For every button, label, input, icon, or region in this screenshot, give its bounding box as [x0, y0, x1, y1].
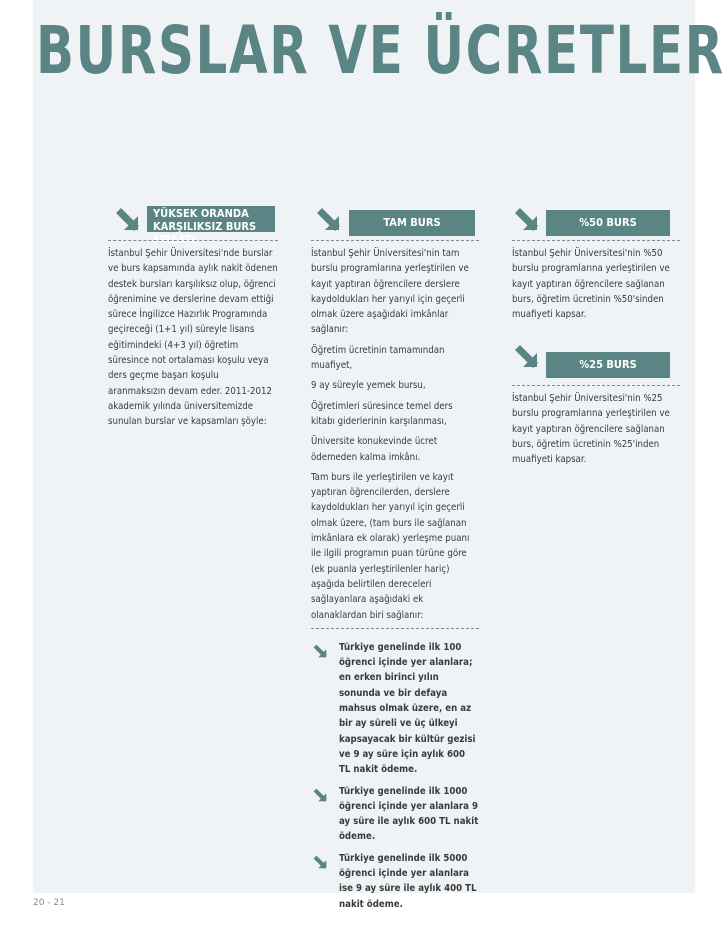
col1-header-line2: KARŞILIKSIZ BURS FIRSATI	[153, 220, 257, 246]
col2-p4: Öğretimleri süresince temel ders kitabı giderlerinin karşılanması,	[311, 400, 453, 427]
col2-text	[311, 240, 479, 912]
col1-body: İstanbul Şehir Üniversitesi'nde burslar ve burs kapsamında aylık nakit ödenen destek bursları karşılıksız olup, öğrenci öğrenimine ve derslerine devam ettiği sürece İngilizce Hazırlık Programında geçireceği (1+1 yıl) süreyle lisans eğitimindeki (4+3 yıl) öğretim süresince not ortalaması koşulu veya ders geçme başarı koşulu aranmaksızın devam eder. 2011-2012 akademik yılında üniversitemizde sunulan burslar ve kapsamları şöyle:	[108, 248, 278, 428]
arrow-down-right-icon	[313, 644, 328, 659]
page-number: 20 - 21	[33, 898, 65, 908]
col3-body-25: İstanbul Şehir Üniversitesi'nin %25 burslu programlarına yerleştirilen ve kayıt yaptıran öğrencilere sağlanan burs, öğretim ücretinin %25'inden muafiyeti kapsar.	[512, 393, 670, 466]
col1-text	[108, 240, 278, 435]
page-title: BURSLAR VE ÜCRETLER	[36, 12, 725, 89]
col2-items	[311, 628, 479, 912]
arrow-down-right-icon	[514, 344, 540, 370]
col2-p3: 9 ay süreyle yemek bursu,	[311, 380, 426, 392]
col3-body-50: İstanbul Şehir Üniversitesi'nin %50 burslu programlarına yerleştirilen ve kayıt yaptıran öğrencilere sağlanan burs, öğretim ücretinin %50'sinden muafiyeti kapsar.	[512, 248, 670, 321]
arrow-down-right-icon	[115, 207, 141, 233]
col3-header-25: %25 BURS	[546, 352, 670, 378]
col2-header: TAM BURS	[349, 210, 475, 236]
list-item-text: Türkiye genelinde ilk 5000 öğrenci içinde yer alanlara ise 9 ay süre ile aylık 400 TL nakit ödeme.	[339, 852, 477, 910]
col2-p5: Üniversite konukevinde ücret ödemeden kalma imkânı.	[311, 436, 438, 463]
col2-p1: İstanbul Şehir Üniversitesi'nin tam burslu programlarına yerleştirilen ve kayıt yaptıran öğrencilere derslere kaydoldukları her yarıyıl için geçerli olmak üzere aşağıdaki imkânlar sağlanır:	[311, 248, 469, 336]
col2-p6: Tam burs ile yerleştirilen ve kayıt yaptıran öğrencilerden, derslere kaydoldukları her yarıyıl için geçerli olmak üzere, (tam burs ile sağlanan imkânlara ek olarak) yerleşme puanı ile ilgili programın puan türüne göre (ek puanla yerleştirilenler hariç) aşağıda belirtilen dereceleri sağlayanlara aşağıdaki ek olanaklardan biri sağlanır:	[311, 471, 470, 621]
col3-header-50: %50 BURS	[546, 210, 670, 236]
col3-text-25	[512, 385, 680, 472]
list-item	[311, 851, 479, 912]
arrow-down-right-icon	[514, 207, 540, 233]
col3-text-50	[512, 240, 680, 327]
list-item-text: Türkiye genelinde ilk 100 öğrenci içinde yer alanlara; en erken birinci yılın sonunda ve bir defaya mahsus olmak üzere, en az bir ay süreli ve üç ülkeyi kapsayacak bir kültür gezisi ve 9 ay süre için aylık 600 TL nakit ödeme.	[339, 641, 476, 776]
col2-p2: Öğretim ücretinin tamamından muafiyet,	[311, 344, 445, 372]
arrow-down-right-icon	[313, 788, 328, 803]
list-item	[311, 640, 479, 778]
col1-header-line1: YÜKSEK ORANDA	[153, 207, 249, 220]
arrow-down-right-icon	[313, 855, 328, 870]
col1-header	[147, 206, 275, 246]
list-item-text: Türkiye genelinde ilk 1000 öğrenci içinde yer alanlara 9 ay süre ile aylık 600 TL nakit ödeme.	[339, 785, 479, 843]
arrow-down-right-icon	[316, 207, 342, 233]
list-item	[311, 784, 479, 845]
